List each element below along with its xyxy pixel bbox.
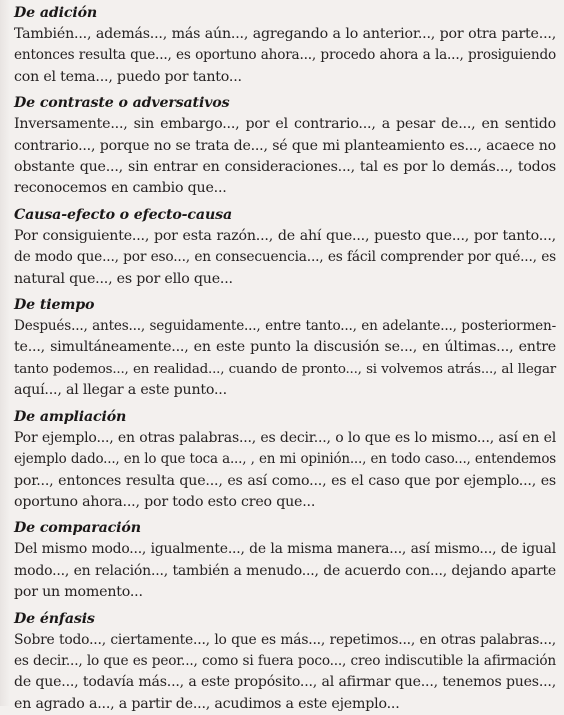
section-heading: De énfasis xyxy=(14,610,95,627)
body-line: oportuno ahora..., por todo esto creo que... xyxy=(14,493,316,510)
body-line: te..., simultáneamente..., en este punto la discusión se..., en últimas..., entre xyxy=(14,339,556,356)
body-line: Por consiguiente..., por esta razón..., de ahí que..., puesto que..., por tanto..., xyxy=(14,227,556,244)
body-line: entonces resulta que..., es oportuno ahora..., procedo ahora a la..., prosiguiendo xyxy=(14,47,556,64)
body-line: obstante que..., sin entrar en consideraciones..., tal es por lo demás..., todos xyxy=(14,159,556,176)
body-line: Por ejemplo..., en otras palabras..., es decir..., o lo que es lo mismo..., así en el xyxy=(14,429,556,446)
section-heading: De adición xyxy=(14,5,98,21)
body-line: con el tema..., puedo por tanto... xyxy=(14,68,242,85)
body-line: es decir..., lo que es peor..., como si fuera poco..., creo indiscutible la afirmación xyxy=(14,652,556,669)
body-line: por..., entonces resulta que..., es así como..., es el caso que por ejemplo..., es xyxy=(14,472,556,489)
body-line: modo..., en relación..., también a menudo..., de acuerdo con..., dejando aparte xyxy=(14,562,556,579)
body-line: Inversamente..., sin embargo..., por el contrario..., a pesar de..., en sentido xyxy=(14,116,556,133)
section-heading: De contraste o adversativos xyxy=(14,95,230,112)
section-heading: De comparación xyxy=(14,520,141,537)
body-line: natural que..., es por ello que... xyxy=(14,270,233,287)
body-line: También..., además..., más aún..., agregando a lo anterior..., por otra parte..., xyxy=(14,26,556,42)
section-comparacion xyxy=(14,518,556,603)
body-line: ejemplo dado..., en lo que toca a..., , en mi opinión..., en todo caso..., entendemos xyxy=(14,451,556,468)
section-ampliacion xyxy=(14,407,556,514)
section-tiempo xyxy=(14,295,556,402)
section-heading: De tiempo xyxy=(14,297,95,314)
body-line: aquí..., al llegar a este punto... xyxy=(14,382,227,399)
body-line: contrario..., porque no se trata de..., sé que mi planteamiento es..., acaece no xyxy=(14,137,556,154)
body-line: Después..., antes..., seguidamente..., entre tanto..., en adelante..., posteriormen- xyxy=(14,318,556,335)
body-line: de que..., todavía más..., a este propósito..., al afirmar que..., tenemos pues..., xyxy=(14,674,556,691)
section-adicion xyxy=(14,3,556,88)
body-line: reconocemos en cambio que... xyxy=(14,180,227,197)
section-enfasis xyxy=(14,609,556,715)
section-causa-efecto xyxy=(14,205,556,290)
section-heading: De ampliación xyxy=(14,408,127,425)
body-line: tanto podemos..., en realidad..., cuando de pronto..., si volvemos atrás..., al llegar xyxy=(14,361,556,377)
section-heading: Causa-efecto o efecto-causa xyxy=(14,206,232,223)
body-line: Sobre todo..., ciertamente..., lo que es más..., repetimos..., en otras palabras..., xyxy=(14,631,556,648)
body-line: por un momento... xyxy=(14,584,143,601)
section-contraste xyxy=(14,93,556,200)
body-line: Del mismo modo..., igualmente..., de la misma manera..., así mismo..., de igual xyxy=(14,541,556,558)
body-line: en agrado a..., a partir de..., acudimos a este ejemplo... xyxy=(14,695,400,712)
body-line: de modo que..., por eso..., en consecuencia..., es fácil comprender por qué..., es xyxy=(14,249,556,266)
